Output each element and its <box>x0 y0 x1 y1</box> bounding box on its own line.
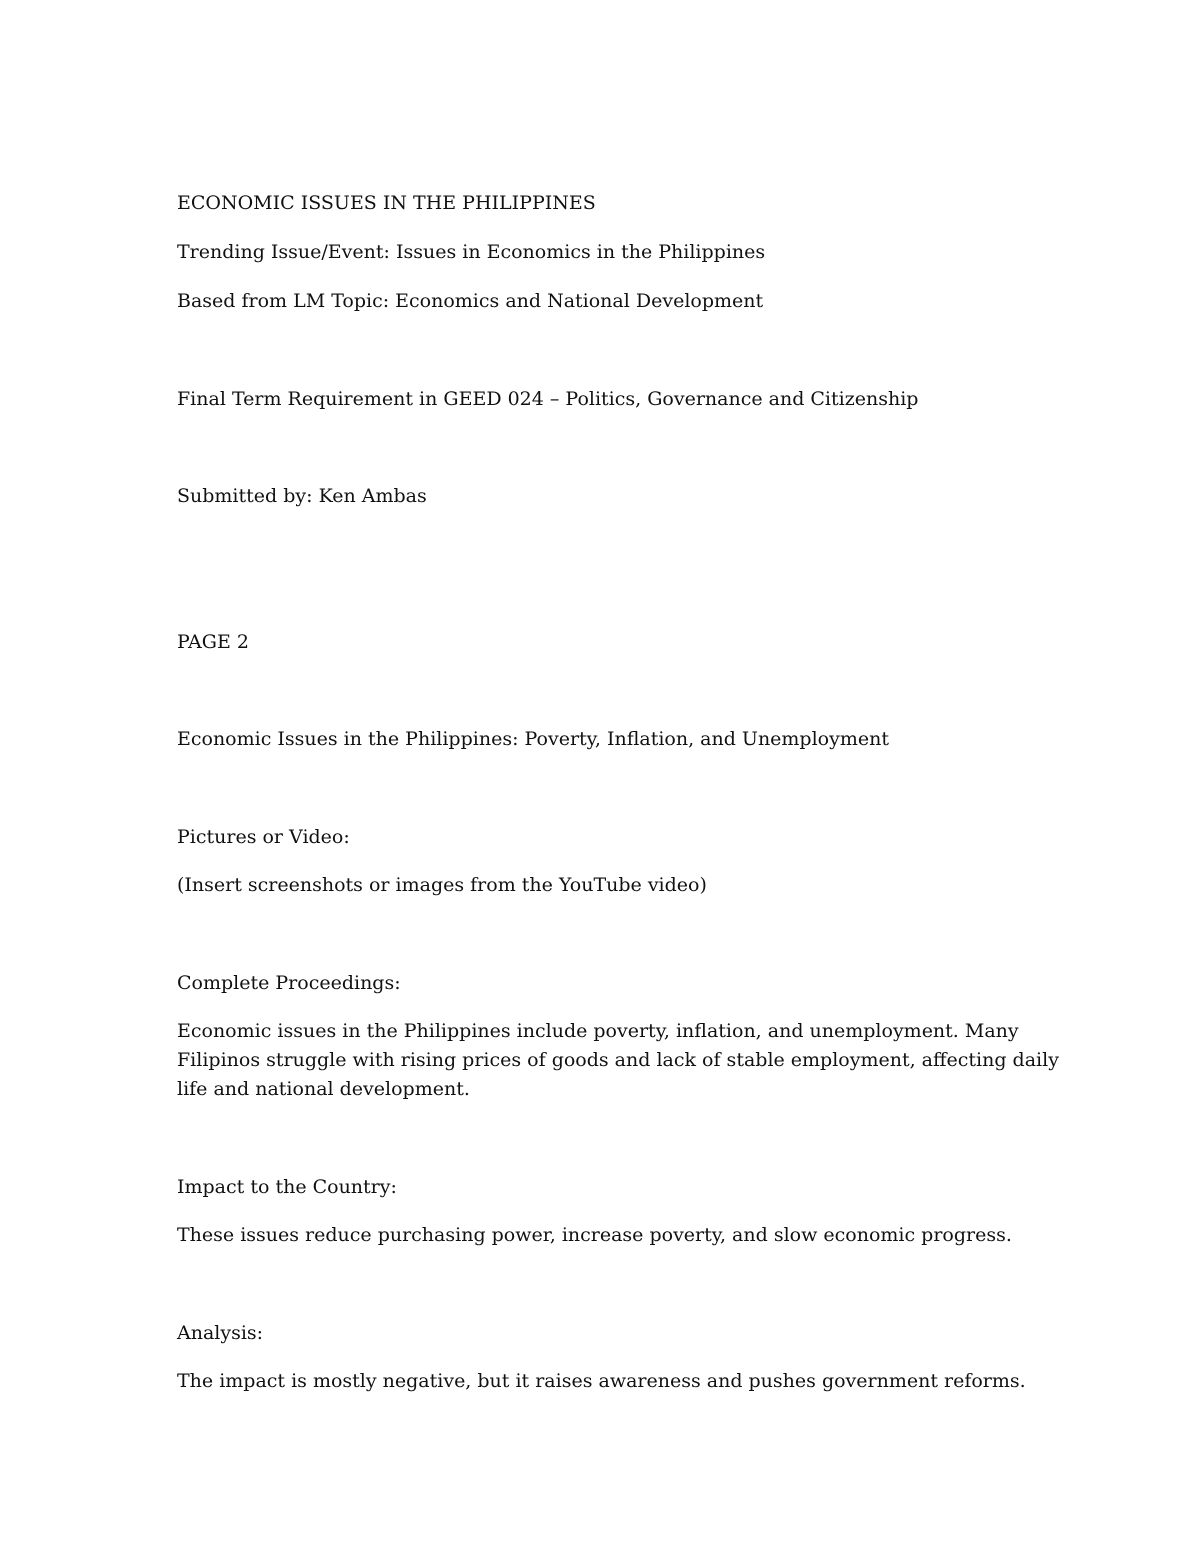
requirement-line: Final Term Requirement in GEED 024 – Politics, Governance and Citizenship <box>177 388 919 410</box>
pictures-heading: Pictures or Video: <box>177 826 350 848</box>
proceedings-line: life and national development. <box>177 1078 470 1100</box>
pictures-note: (Insert screenshots or images from the YouTube video) <box>177 874 707 896</box>
document-title: ECONOMIC ISSUES IN THE PHILIPPINES <box>177 192 596 214</box>
section-subtitle: Economic Issues in the Philippines: Poverty, Inflation, and Unemployment <box>177 728 889 750</box>
analysis-heading: Analysis: <box>177 1322 264 1344</box>
based-from-topic: Based from LM Topic: Economics and National Development <box>177 290 764 312</box>
trending-issue: Trending Issue/Event: Issues in Economics in the Philippines <box>177 241 766 263</box>
proceedings-line: Economic issues in the Philippines include poverty, inflation, and unemployment. Many <box>177 1020 1019 1042</box>
analysis-text: The impact is mostly negative, but it raises awareness and pushes government reforms. <box>177 1370 1026 1392</box>
proceedings-line: Filipinos struggle with rising prices of goods and lack of stable employment, affecting daily <box>177 1049 1059 1071</box>
page-label: PAGE 2 <box>177 631 249 653</box>
submitted-by: Submitted by: Ken Ambas <box>177 485 427 507</box>
impact-text: These issues reduce purchasing power, increase poverty, and slow economic progress. <box>177 1224 1012 1246</box>
proceedings-heading: Complete Proceedings: <box>177 972 401 994</box>
proceedings-paragraph <box>177 1017 1059 1104</box>
impact-heading: Impact to the Country: <box>177 1176 397 1198</box>
